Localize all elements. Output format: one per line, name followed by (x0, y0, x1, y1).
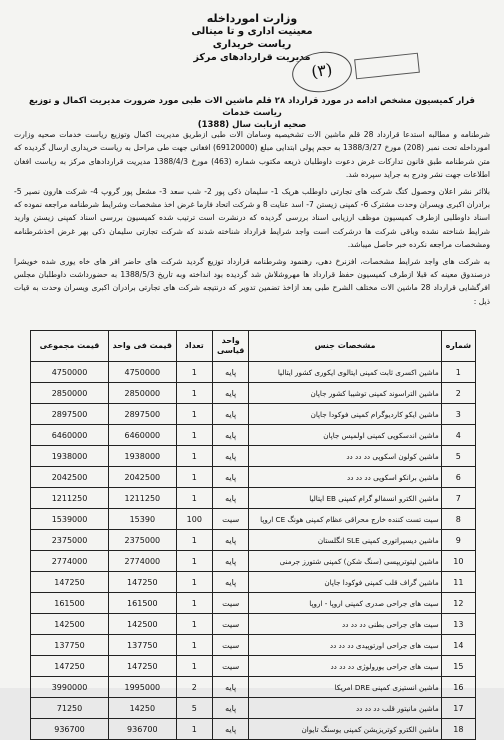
cell-number: 2 (441, 383, 475, 404)
cell-unit: سیت (212, 656, 248, 677)
cell-number: 6 (441, 467, 475, 488)
col-header-unit-price: قیمت فی واحد (109, 331, 177, 362)
cell-total-price: 936700 (31, 719, 109, 740)
table-row (31, 530, 476, 551)
cell-quantity: 1 (176, 362, 212, 383)
cell-description: سیت های جراحی صدری کمپنی اروپا - اروپا (249, 593, 441, 614)
table-row (31, 698, 476, 719)
paragraph-2: بلااثر نشر اعلان وحصول کتگ شرکت های تجارتی داوطلب هریک 1- سلیمان ذکی پور 2- شب سعد 3- مشعل پور گروپ 4- شرکت هارون نصیر 5- برادران اکبری ویسران وحدت مشترک 6- کمپنی زیستن 7- اسد عنایت 8 و شرکت اتحاد فارما غرض اخذ مشخصات وشرایط شرطنامه مراجعه نموده که اسناد داوطلبی ازطرف کمیسیون موظف ارزیابی اسناد بررسی گردیده که درنشرت است ترتیب شده کمیسیون بررسی اسناد کمپنی زیستن وارید شرایط شناخته نشده وباقی شرکت ها درشرکت است واجد شرایط قرارداد شناخته شدند که شرکت تجارتی سلیمان ذکی بهر غرض اخذشرطنامه ومشخصات مراجعه نکرده خبر حاصل میباشد. (14, 186, 490, 250)
cell-unit: سیت (212, 614, 248, 635)
cell-unit: پایه (212, 488, 248, 509)
cell-number: 18 (441, 719, 475, 740)
cell-total-price: 2375000 (31, 530, 109, 551)
subject-line-1: قرار کمیسیون مشخص ادامه در مورد قرارداد ۲۸ قلم ماشین الات طبی مورد ضرورت مدیریت اکمال و توزیع ریاست خدمات (28, 96, 476, 118)
col-header-quantity: تعداد (176, 331, 212, 362)
table-row (31, 593, 476, 614)
cell-unit: پایه (212, 698, 248, 719)
cell-unit-price: 4750000 (109, 362, 177, 383)
cell-quantity: 1 (176, 467, 212, 488)
cell-total-price: 2042500 (31, 467, 109, 488)
cell-unit-price: 147250 (109, 656, 177, 677)
cell-number: 4 (441, 425, 475, 446)
cell-description: سیت های جراحی بطنی دد دد دد (249, 614, 441, 635)
table-row (31, 677, 476, 698)
cell-unit: پایه (212, 446, 248, 467)
cell-number: 11 (441, 572, 475, 593)
cell-unit: پایه (212, 551, 248, 572)
cell-total-price: 2774000 (31, 551, 109, 572)
cell-quantity: 1 (176, 425, 212, 446)
cell-number: 15 (441, 656, 475, 677)
paragraph-1: شرطنامه و مطالبه استدعا قرارداد 28 قلم ماشین الات تشخیصیه وسامان الات طبی ازطریق مدیریت اکمال وتوزیع ریاست خدمات صحیه وزارت امورداخله تحت نمبر (208) مورخ 1388/3/27 به حجم پولی ابتدایی مبلغ (69120000) افغانی جهت طی مراحل به ریاست خریداری ارسال گردیده که متن شرطنامه طبق قانون تدارکات غرض دعوت داوطلبان ذریعه مکتوب شماره (463) مورخ 1388/4/3 مدیریت قراردادهای مرکز به ریاست افغان اطلاعات جهت نشر ودرج به جراید سپرده شد. (14, 130, 491, 180)
cell-number: 9 (441, 530, 475, 551)
cell-unit: پایه (212, 383, 248, 404)
cell-unit-price: 2375000 (109, 530, 177, 551)
cell-unit: پایه (212, 425, 248, 446)
cell-unit-price: 2850000 (109, 383, 177, 404)
table-row (31, 488, 476, 509)
cell-unit-price: 936700 (109, 719, 177, 740)
deputy-ministry-title: معینیت اداری و‌ تا مینالی (191, 26, 313, 37)
cell-description: سیت های جراحی یورولوژی دد دد دد (249, 656, 441, 677)
cell-description: ماشین گراف قلب کمپنی فوکودا جاپان (249, 572, 441, 593)
cell-number: 10 (441, 551, 475, 572)
cell-unit-price: 161500 (109, 593, 177, 614)
cell-description: ماشین اکسری ثابت کمپنی ایتالوی ایکوری کشور ایتالیا (249, 362, 441, 383)
cell-number: 1 (441, 362, 475, 383)
table-row (31, 719, 476, 740)
cell-total-price: 3990000 (31, 677, 109, 698)
cell-quantity: 1 (176, 635, 212, 656)
cell-number: 8 (441, 509, 475, 530)
col-header-number: شماره (441, 331, 475, 362)
cell-quantity: 1 (176, 593, 212, 614)
cell-quantity: 1 (176, 383, 212, 404)
document-body (14, 128, 490, 311)
cell-unit-price: 2774000 (109, 551, 177, 572)
cell-number: 3 (441, 404, 475, 425)
cell-total-price: 2850000 (31, 383, 109, 404)
cell-unit: پایه (212, 572, 248, 593)
cell-unit-price: 1211250 (109, 488, 177, 509)
cell-number: 5 (441, 446, 475, 467)
cell-unit: پایه (212, 467, 248, 488)
table-row (31, 635, 476, 656)
cell-description: ماشین لیتوتریپسی (سنگ شکن) کمپنی شتورز جرمنی (249, 551, 441, 572)
cell-number: 7 (441, 488, 475, 509)
cell-unit: پایه (212, 719, 248, 740)
cell-number: 16 (441, 677, 475, 698)
cell-description: ماشین الکترو کوتریزیشن کمپنی یوسنگ تایوان (249, 719, 441, 740)
cell-total-price: 1938000 (31, 446, 109, 467)
cell-total-price: 4750000 (31, 362, 109, 383)
cell-unit: پایه (212, 530, 248, 551)
cell-description: ماشین انستیزی کمپنی DRE امریکا (249, 677, 441, 698)
cell-unit-price: 2897500 (109, 404, 177, 425)
letterhead (0, 12, 504, 64)
cell-unit-price: 147250 (109, 572, 177, 593)
cell-total-price: 161500 (31, 593, 109, 614)
cell-description: ماشین التراسوند کمپنی توشیبا کشور جاپان (249, 383, 441, 404)
subject-line-2: صحیه ازبابت سال (1388) (197, 120, 307, 130)
cell-quantity: 2 (176, 677, 212, 698)
cell-quantity: 100 (176, 509, 212, 530)
cell-description: ماشین دیسپراتوری کمپنی SLE انگلستان (249, 530, 441, 551)
department-title: مدیریت قراردادهای مرکز (193, 52, 311, 63)
cell-quantity: 1 (176, 656, 212, 677)
cell-unit: سیت (212, 635, 248, 656)
cell-total-price: 1211250 (31, 488, 109, 509)
page-number-stamp: (۳) (290, 48, 355, 96)
table-row (31, 467, 476, 488)
table-row (31, 572, 476, 593)
cell-quantity: 1 (176, 404, 212, 425)
col-header-description: مشخصات جنس (249, 331, 441, 362)
cell-total-price: 1539000 (31, 509, 109, 530)
table-row (31, 383, 476, 404)
directorate-title: ریاست خریداری (212, 39, 292, 50)
cell-total-price: 142500 (31, 614, 109, 635)
cell-unit-price: 14250 (109, 698, 177, 719)
cell-quantity: 1 (176, 572, 212, 593)
cell-unit-price: 137750 (109, 635, 177, 656)
cell-quantity: 5 (176, 698, 212, 719)
cell-description: ماشین کولون اسکوپی دد دد دد (249, 446, 441, 467)
cell-total-price: 6460000 (31, 425, 109, 446)
cell-quantity: 1 (176, 446, 212, 467)
cell-number: 12 (441, 593, 475, 614)
subject-heading (16, 95, 488, 131)
cell-number: 17 (441, 698, 475, 719)
cell-number: 13 (441, 614, 475, 635)
cell-total-price: 147250 (31, 656, 109, 677)
cell-description: ماشین برانکو اسکوپی دد دد دد (249, 467, 441, 488)
cell-unit: سیت (212, 509, 248, 530)
table-row (31, 446, 476, 467)
cell-description: سیت های جراحی اورتوپیدی دد دد دد (249, 635, 441, 656)
cell-quantity: 1 (176, 719, 212, 740)
col-header-total-price: قیمت مجموعی (31, 331, 109, 362)
cell-unit: پایه (212, 404, 248, 425)
cell-unit-price: 2042500 (109, 467, 177, 488)
table-row (31, 509, 476, 530)
cell-description: ماشین مانیتور قلب دد دد دد (249, 698, 441, 719)
cell-unit-price: 142500 (109, 614, 177, 635)
table-row (31, 656, 476, 677)
cell-number: 14 (441, 635, 475, 656)
cell-total-price: 2897500 (31, 404, 109, 425)
col-header-unit: واحد قیاسی (212, 331, 248, 362)
ministry-title: وزارت امورداخله (206, 12, 298, 25)
table-header-row (31, 331, 476, 362)
cell-unit: پایه (212, 362, 248, 383)
paragraph-3: به شرکت های واجد شرایط مشخصات، افزنرخ دهی، رهنمود وشرطنامه قرارداد توزیع گردید شرکت های حاضر افر های خاه یوری شده خویشرا درصندوق معینه که قبلا ازطرف کمیسیون حفظ قرارداد ها مهروشلاش شد گردیده بود انداخته وبه تاریخ 1388/5/3 به حضورداشت داوطلبان مجلس افرگشایی قرارداد 28 ماشین الات مختلف الشرح طبی بعد ازاخذ تضمین تدویر که درنتیجه شرکت های تجارتی برادران اکبری ویسران وحدت به قیات ذیل : (14, 256, 491, 306)
cell-total-price: 137750 (31, 635, 109, 656)
table-row (31, 404, 476, 425)
cell-quantity: 1 (176, 614, 212, 635)
table-row (31, 614, 476, 635)
table-row (31, 551, 476, 572)
table-row (31, 425, 476, 446)
cell-total-price: 71250 (31, 698, 109, 719)
cell-quantity: 1 (176, 551, 212, 572)
cell-description: سیت تست کننده خارج محراقی عظام کمپنی هونگ CE اروپا (249, 509, 441, 530)
cell-unit-price: 6460000 (109, 425, 177, 446)
cell-description: ماشین اندسکوپی کمپنی اولمپس جاپان (249, 425, 441, 446)
cell-description: ماشین الکترو انسفالو گرام کمپنی EB ایتالیا (249, 488, 441, 509)
items-table (30, 330, 476, 740)
cell-quantity: 1 (176, 488, 212, 509)
cell-unit-price: 1995000 (109, 677, 177, 698)
cell-unit-price: 15390 (109, 509, 177, 530)
cell-total-price: 147250 (31, 572, 109, 593)
cell-unit: سیت (212, 593, 248, 614)
table-row (31, 362, 476, 383)
cell-quantity: 1 (176, 530, 212, 551)
cell-unit-price: 1938000 (109, 446, 177, 467)
cell-unit: پایه (212, 677, 248, 698)
cell-description: ماشین ایکو کاردیوگرام کمپنی فوکودا جاپان (249, 404, 441, 425)
